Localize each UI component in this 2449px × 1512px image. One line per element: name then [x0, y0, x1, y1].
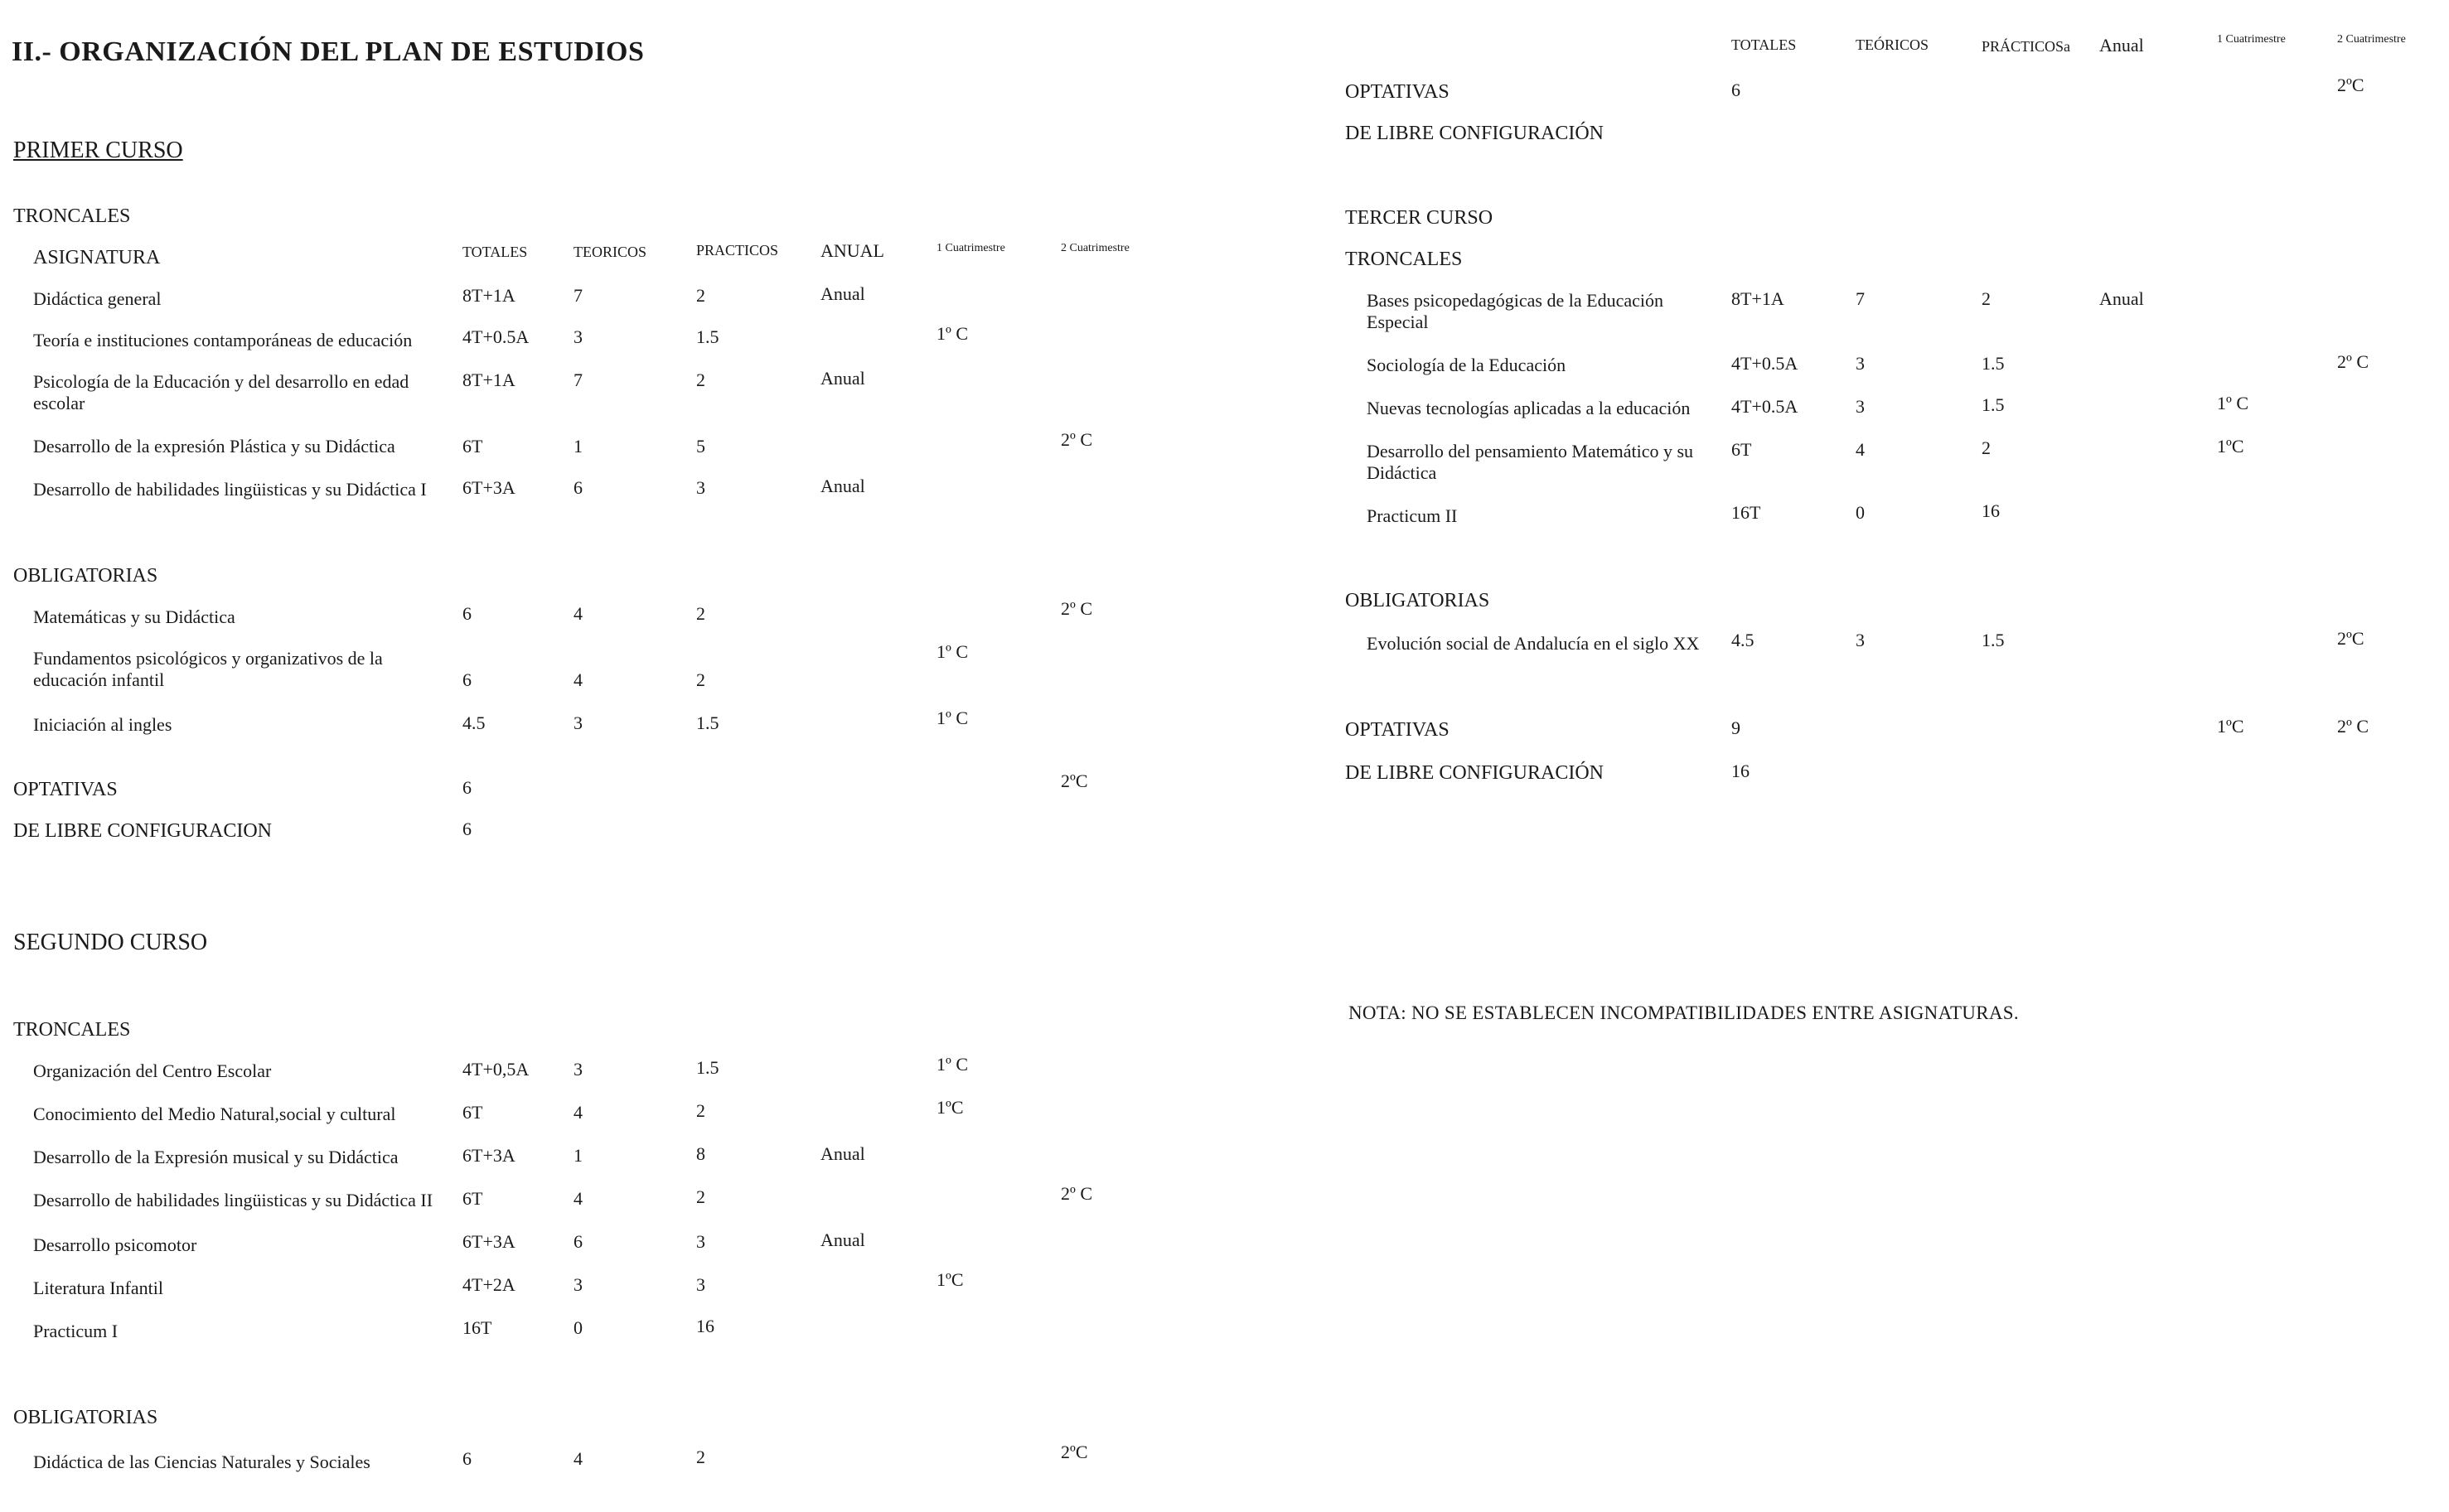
optativas-label: OPTATIVAS [1345, 719, 1450, 741]
cell-totales: 4.5 [462, 713, 486, 733]
segundo-obligatorias-label: OBLIGATORIAS [13, 1407, 158, 1428]
cell-teoricos: 3 [1856, 630, 1865, 650]
optativas-label: OPTATIVAS [1345, 81, 1450, 103]
header-totales: TOTALES [462, 244, 528, 260]
cell-teoricos: 4 [574, 603, 583, 624]
segundo-curso-title: SEGUNDO CURSO [13, 930, 208, 955]
cell-practicos: 2 [696, 285, 705, 306]
cell-teoricos: 3 [574, 326, 583, 347]
header-cuat2: 2 Cuatrimestre [1061, 242, 1130, 254]
cell-cuat2: 2ºC [1061, 1442, 1088, 1462]
cell-cuat1: 1º C [937, 323, 968, 344]
subject-name: Bases psicopedagógicas de la Educación Especial [1367, 290, 1663, 332]
primer-obligatorias-label: OBLIGATORIAS [13, 565, 158, 587]
cell-totales: 6T+3A [462, 477, 515, 498]
cell-cuat1: 1ºC [937, 1097, 964, 1118]
cell-teoricos: 3 [1856, 353, 1865, 374]
subject-name: Fundamentos psicológicos y organizativos de la educación infantil [33, 648, 383, 690]
subject-name: Didáctica de las Ciencias Naturales y Sociales [33, 1452, 370, 1472]
cell-practicos: 3 [696, 1274, 705, 1295]
segundo-troncales-label: TRONCALES [13, 1019, 131, 1041]
optativas-label: OPTATIVAS [13, 779, 118, 800]
header-teoricos: TEÓRICOS [1856, 36, 1929, 53]
cell-cuat2: 2º C [2337, 716, 2369, 737]
cell-practicos: 1.5 [696, 1057, 719, 1078]
cell-anual: Anual [2099, 288, 2144, 309]
cell-practicos: 1.5 [1982, 353, 2005, 374]
header-anual: ANUAL [820, 240, 884, 261]
subject-name: Desarrollo de habilidades lingüisticas y su Didáctica I [33, 479, 427, 500]
cell-cuat1: 1º C [2217, 393, 2248, 413]
cell-totales: 6T [1731, 439, 1752, 460]
cell-totales: 4T+0.5A [1731, 396, 1798, 417]
subject-name: Practicum II [1367, 505, 1458, 526]
cell-cuat1: 1ºC [2217, 716, 2244, 737]
cell-practicos: 1.5 [1982, 630, 2005, 650]
cell-teoricos: 3 [574, 1059, 583, 1080]
libre-label: DE LIBRE CONFIGURACIÓN [1345, 762, 1604, 784]
cell-totales: 6T+3A [462, 1145, 515, 1166]
header-totales: TOTALES [1731, 36, 1797, 53]
cell-totales: 6 [462, 1448, 472, 1469]
cell-practicos: 2 [1982, 288, 1991, 309]
subject-name: Desarrollo del pensamiento Matemático y su Didáctica [1367, 441, 1694, 483]
cell-cuat2: 2ºC [2337, 628, 2364, 649]
subject-name: Sociología de la Educación [1367, 355, 1566, 375]
cell-anual: Anual [820, 476, 865, 496]
cell-totales: 6T [462, 436, 483, 456]
segundo-libre-label: DE LIBRE CONFIGURACIÓN [1345, 123, 1604, 144]
subject-name: Desarrollo psicomotor [33, 1234, 197, 1255]
header-practicos: PRACTICOS [696, 242, 779, 258]
cell-totales: 4T+0,5A [462, 1059, 530, 1080]
cell-cuat2: 2º C [1061, 429, 1092, 450]
cell-cuat1: 1º C [937, 641, 968, 662]
tercer-curso-title: TERCER CURSO [1345, 207, 1493, 229]
cell-anual: Anual [820, 1229, 865, 1250]
cell-practicos: 2 [696, 1100, 705, 1121]
subject-name: Organización del Centro Escolar [33, 1060, 272, 1081]
cell-teoricos: 1 [574, 1145, 583, 1166]
cell-teoricos: 7 [574, 285, 583, 306]
header-anual: Anual [2099, 35, 2144, 56]
cell-teoricos: 0 [574, 1317, 583, 1338]
cell-anual: Anual [820, 283, 865, 304]
cell-anual: Anual [820, 1143, 865, 1164]
cell-totales: 8T+1A [462, 370, 515, 390]
cell-teoricos: 3 [574, 1274, 583, 1295]
subject-name: Evolución social de Andalucía en el siglo XX [1367, 633, 1700, 654]
cell-teoricos: 7 [574, 370, 583, 390]
cell-teoricos: 7 [1856, 288, 1865, 309]
cell-totales: 6 [462, 669, 472, 690]
cell-practicos: 3 [696, 1231, 705, 1252]
header-cuat2: 2 Cuatrimestre [2337, 33, 2406, 46]
subject-name: Nuevas tecnologías aplicadas a la educación [1367, 398, 1691, 418]
cell-cuat2: 2º C [1061, 598, 1092, 619]
cell-teoricos: 4 [574, 1102, 583, 1123]
cell-teoricos: 4 [1856, 439, 1865, 460]
cell-practicos: 2 [696, 370, 705, 390]
libre-label: DE LIBRE CONFIGURACION [13, 820, 272, 842]
cell-totales: 6 [462, 777, 472, 798]
primer-curso-title: PRIMER CURSO [13, 138, 183, 163]
cell-practicos: 2 [696, 669, 705, 690]
header-practicos: PRÁCTICOSa [1982, 38, 2071, 55]
cell-teoricos: 1 [574, 436, 583, 456]
subject-name: Psicología de la Educación y del desarrollo en edad escolar [33, 371, 409, 413]
header-cuat1: 1 Cuatrimestre [937, 242, 1005, 254]
cell-teoricos: 4 [574, 1188, 583, 1209]
cell-totales: 4.5 [1731, 630, 1754, 650]
cell-totales: 6T+3A [462, 1231, 515, 1252]
nota-text: NOTA: NO SE ESTABLECEN INCOMPATIBILIDADES ENTRE ASIGNATURAS. [1348, 1002, 2019, 1023]
cell-teoricos: 3 [574, 713, 583, 733]
cell-totales: 8T+1A [462, 285, 515, 306]
cell-teoricos: 6 [574, 1231, 583, 1252]
cell-practicos: 2 [696, 603, 705, 624]
cell-totales: 16 [1731, 761, 1750, 781]
header-teoricos: TEORICOS [574, 244, 647, 260]
subject-name: Desarrollo de habilidades lingüisticas y su Didáctica II [33, 1190, 433, 1210]
cell-practicos: 2 [1982, 437, 1991, 458]
cell-cuat1: 1ºC [2217, 436, 2244, 456]
cell-practicos: 2 [696, 1186, 705, 1207]
cell-totales: 6T [462, 1102, 483, 1123]
cell-teoricos: 4 [574, 669, 583, 690]
cell-practicos: 1.5 [696, 326, 719, 347]
cell-totales: 6 [462, 819, 472, 839]
cell-cuat2: 2º C [1061, 1183, 1092, 1204]
subject-name: Literatura Infantil [33, 1278, 163, 1298]
cell-cuat1: 1º C [937, 1054, 968, 1075]
cell-anual: Anual [820, 368, 865, 389]
cell-practicos: 1.5 [1982, 394, 2005, 415]
cell-practicos: 1.5 [696, 713, 719, 733]
cell-practicos: 8 [696, 1143, 705, 1164]
subject-name: Matemáticas y su Didáctica [33, 606, 235, 627]
subject-name: Iniciación al ingles [33, 714, 172, 735]
cell-totales: 4T+0.5A [1731, 353, 1798, 374]
cell-cuat1: 1º C [937, 708, 968, 728]
subject-name: Conocimiento del Medio Natural,social y cultural [33, 1104, 396, 1124]
cell-cuat2: 2ºC [2337, 75, 2364, 95]
cell-teoricos: 0 [1856, 502, 1865, 523]
cell-totales: 8T+1A [1731, 288, 1784, 309]
cell-cuat2: 2ºC [1061, 770, 1088, 791]
tercer-obligatorias-label: OBLIGATORIAS [1345, 590, 1490, 611]
cell-teoricos: 3 [1856, 396, 1865, 417]
header-cuat1: 1 Cuatrimestre [2217, 33, 2286, 46]
page-title: II.- ORGANIZACIÓN DEL PLAN DE ESTUDIOS [12, 36, 645, 67]
cell-teoricos: 6 [574, 477, 583, 498]
cell-totales: 9 [1731, 717, 1740, 738]
subject-name: Teoría e instituciones contamporáneas de educación [33, 330, 413, 350]
cell-practicos: 2 [696, 1447, 705, 1467]
subject-name: Desarrollo de la Expresión musical y su Didáctica [33, 1147, 399, 1167]
cell-totales: 4T+0.5A [462, 326, 530, 347]
cell-totales: 4T+2A [462, 1274, 515, 1295]
subject-name: Desarrollo de la expresión Plástica y su Didáctica [33, 436, 395, 456]
cell-totales: 16T [462, 1317, 492, 1338]
cell-totales: 16T [1731, 502, 1761, 523]
subject-name: Practicum I [33, 1321, 119, 1341]
cell-totales: 6T [462, 1188, 483, 1209]
cell-cuat2: 2º C [2337, 351, 2369, 372]
cell-teoricos: 4 [574, 1448, 583, 1469]
subject-name: Didáctica general [33, 288, 162, 309]
cell-totales: 6 [462, 603, 472, 624]
cell-practicos: 16 [1982, 500, 2000, 521]
cell-practicos: 3 [696, 477, 705, 498]
cell-practicos: 5 [696, 436, 705, 456]
cell-practicos: 16 [696, 1316, 714, 1336]
header-asignatura: ASIGNATURA [33, 247, 161, 268]
cell-cuat1: 1ºC [937, 1269, 964, 1290]
tercer-troncales-label: TRONCALES [1345, 249, 1463, 270]
primer-troncales-label: TRONCALES [13, 205, 131, 227]
cell-totales: 6 [1731, 80, 1740, 100]
